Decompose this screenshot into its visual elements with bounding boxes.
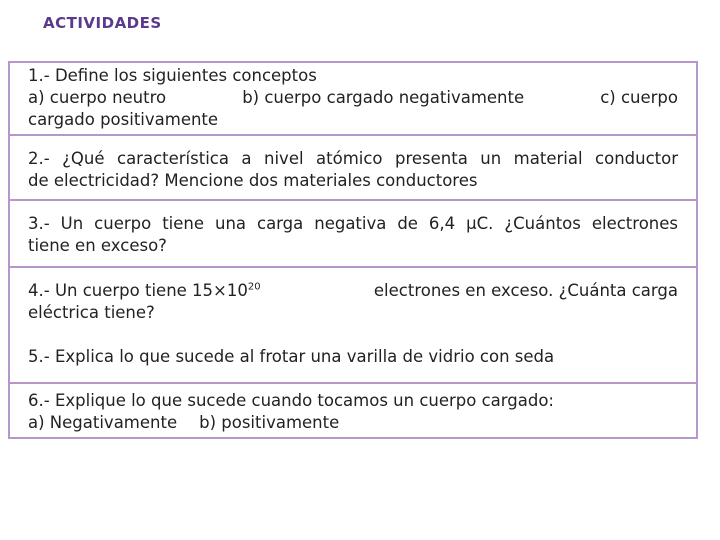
question-1-options [28, 87, 678, 109]
question-1 [8, 63, 698, 134]
question-2 [8, 134, 698, 199]
question-2-line-2: de electricidad? Mencione dos materiales conductores [28, 171, 478, 190]
question-3 [8, 199, 698, 266]
question-4-suffix: electrones en exceso. ¿Cuánta carga [373, 281, 678, 300]
question-6-option-a: a) Negativamente [28, 413, 178, 432]
question-5-line-1: 5.- Explica lo que sucede al frotar una varilla de vidrio con seda [28, 347, 555, 366]
question-4-line-1 [28, 280, 678, 302]
question-4-line-2: eléctrica tiene? [28, 303, 155, 322]
question-6-option-b: b) positivamente [199, 413, 340, 432]
question-6-options [28, 412, 678, 434]
question-2-line-1: 2.- ¿Qué característica a nivel atómico presenta un material conductor [28, 149, 678, 168]
question-3-line-1: 3.- Un cuerpo tiene una carga negativa de 6,4 μC. ¿Cuántos electrones [28, 214, 678, 233]
question-3-line-2: tiene en exceso? [28, 236, 167, 255]
question-1-option-c: c) cuerpo [600, 88, 678, 107]
question-1-option-b: b) cuerpo cargado negativamente [242, 88, 525, 107]
question-1-continuation: cargado positivamente [28, 110, 219, 129]
question-1-prompt: 1.- Define los siguientes conceptos [28, 66, 317, 85]
question-4-and-5 [8, 266, 698, 382]
question-6-prompt: 6.- Explique lo que sucede cuando tocamos un cuerpo cargado: [28, 391, 554, 410]
question-4-prefix: 4.- Un cuerpo tiene $15\times 10^{20}$ [28, 281, 261, 300]
page-title: ACTIVIDADES [43, 14, 162, 32]
activities-table [8, 61, 698, 439]
question-6 [8, 382, 698, 437]
question-1-option-a: a) cuerpo neutro [28, 88, 167, 107]
exponent: 20 [247, 281, 261, 293]
